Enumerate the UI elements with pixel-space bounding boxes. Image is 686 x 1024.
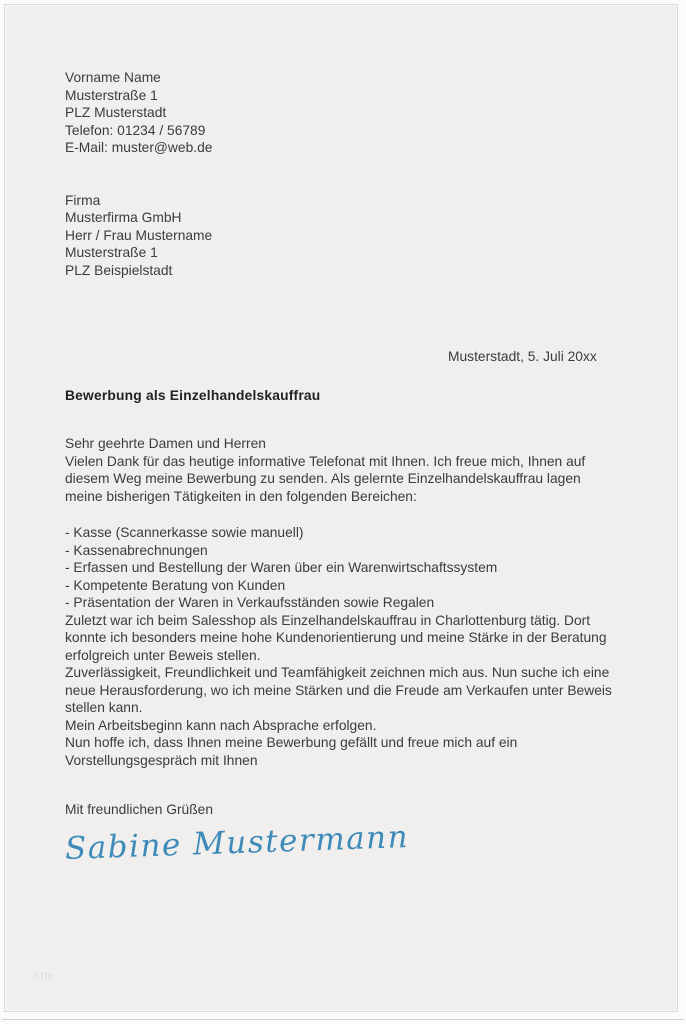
salutation: Sehr geehrte Damen und Herren bbox=[65, 436, 266, 451]
recipient-company-name: Musterfirma GmbH bbox=[65, 210, 182, 225]
skills-list bbox=[65, 524, 623, 612]
skills-list-item: - Kompetente Beratung von Kunden bbox=[65, 577, 286, 593]
paragraph-experience: Zuletzt war ich beim Salesshop als Einzelhandelskauffrau in Charlottenburg tätig. Dort konnte ich besonders meine hohe Kundenorientierung und meine Stärke in der Beratung erfolgreich unter Beweis stellen. bbox=[65, 612, 607, 663]
skills-list-item: - Präsentation der Waren in Verkaufsständen sowie Regalen bbox=[65, 595, 435, 610]
recipient-company-label: Firma bbox=[65, 192, 101, 208]
watermark-text: http bbox=[34, 971, 55, 982]
sender-email: E-Mail: muster@web.de bbox=[65, 140, 213, 155]
paragraph-start-date: Mein Arbeitsbeginn kann nach Absprache erfolgen. bbox=[65, 717, 377, 733]
skills-list-item: - Kassenabrechnungen bbox=[65, 542, 208, 558]
date-line: Musterstadt, 5. Juli 20xx bbox=[448, 349, 597, 364]
recipient-city: PLZ Beispielstadt bbox=[65, 262, 173, 278]
sender-street: Musterstraße 1 bbox=[65, 87, 158, 103]
sender-phone: Telefon: 01234 / 56789 bbox=[65, 122, 206, 138]
paragraph-intro: Vielen Dank für das heutige informative Telefonat mit Ihnen. Ich freue mich, Ihnen auf diesem Weg meine Bewerbung zu senden. Als gelernte Einzelhandelskauffrau lagen meine bisherigen Tätigkeiten in den folgenden Bereichen: bbox=[65, 453, 586, 504]
paragraph-outlook: Nun hoffe ich, dass Ihnen meine Bewerbung gefällt und freue mich auf ein Vorstellungsgespräch mit Ihnen bbox=[65, 735, 518, 768]
closing-formula: Mit freundlichen Grüßen bbox=[65, 802, 213, 817]
sender-name: Vorname Name bbox=[65, 70, 161, 85]
recipient-contact-person: Herr / Frau Mustername bbox=[65, 227, 213, 243]
letter-content bbox=[5, 5, 677, 869]
subject-line: Bewerbung als Einzelhandelskauffrau bbox=[65, 387, 321, 403]
recipient-street: Musterstraße 1 bbox=[65, 245, 158, 260]
skills-list-item: - Kasse (Scannerkasse sowie manuell) bbox=[65, 525, 304, 540]
skills-list-item: - Erfassen und Bestellung der Waren über ein Warenwirtschaftssystem bbox=[65, 560, 498, 575]
sender-city: PLZ Musterstadt bbox=[65, 105, 167, 120]
sender-address-block bbox=[65, 69, 623, 157]
signature: Sabine Mustermann bbox=[64, 818, 410, 867]
recipient-address-block bbox=[65, 192, 623, 280]
paragraph-strengths: Zuverlässigkeit, Freundlichkeit und Teamfähigkeit zeichnen mich aus. Nun suche ich eine neue Herausforderung, wo ich meine Stärken und die Freude am Verkaufen unter Beweis stellen kann. bbox=[65, 665, 612, 715]
letter-page bbox=[4, 4, 678, 1012]
